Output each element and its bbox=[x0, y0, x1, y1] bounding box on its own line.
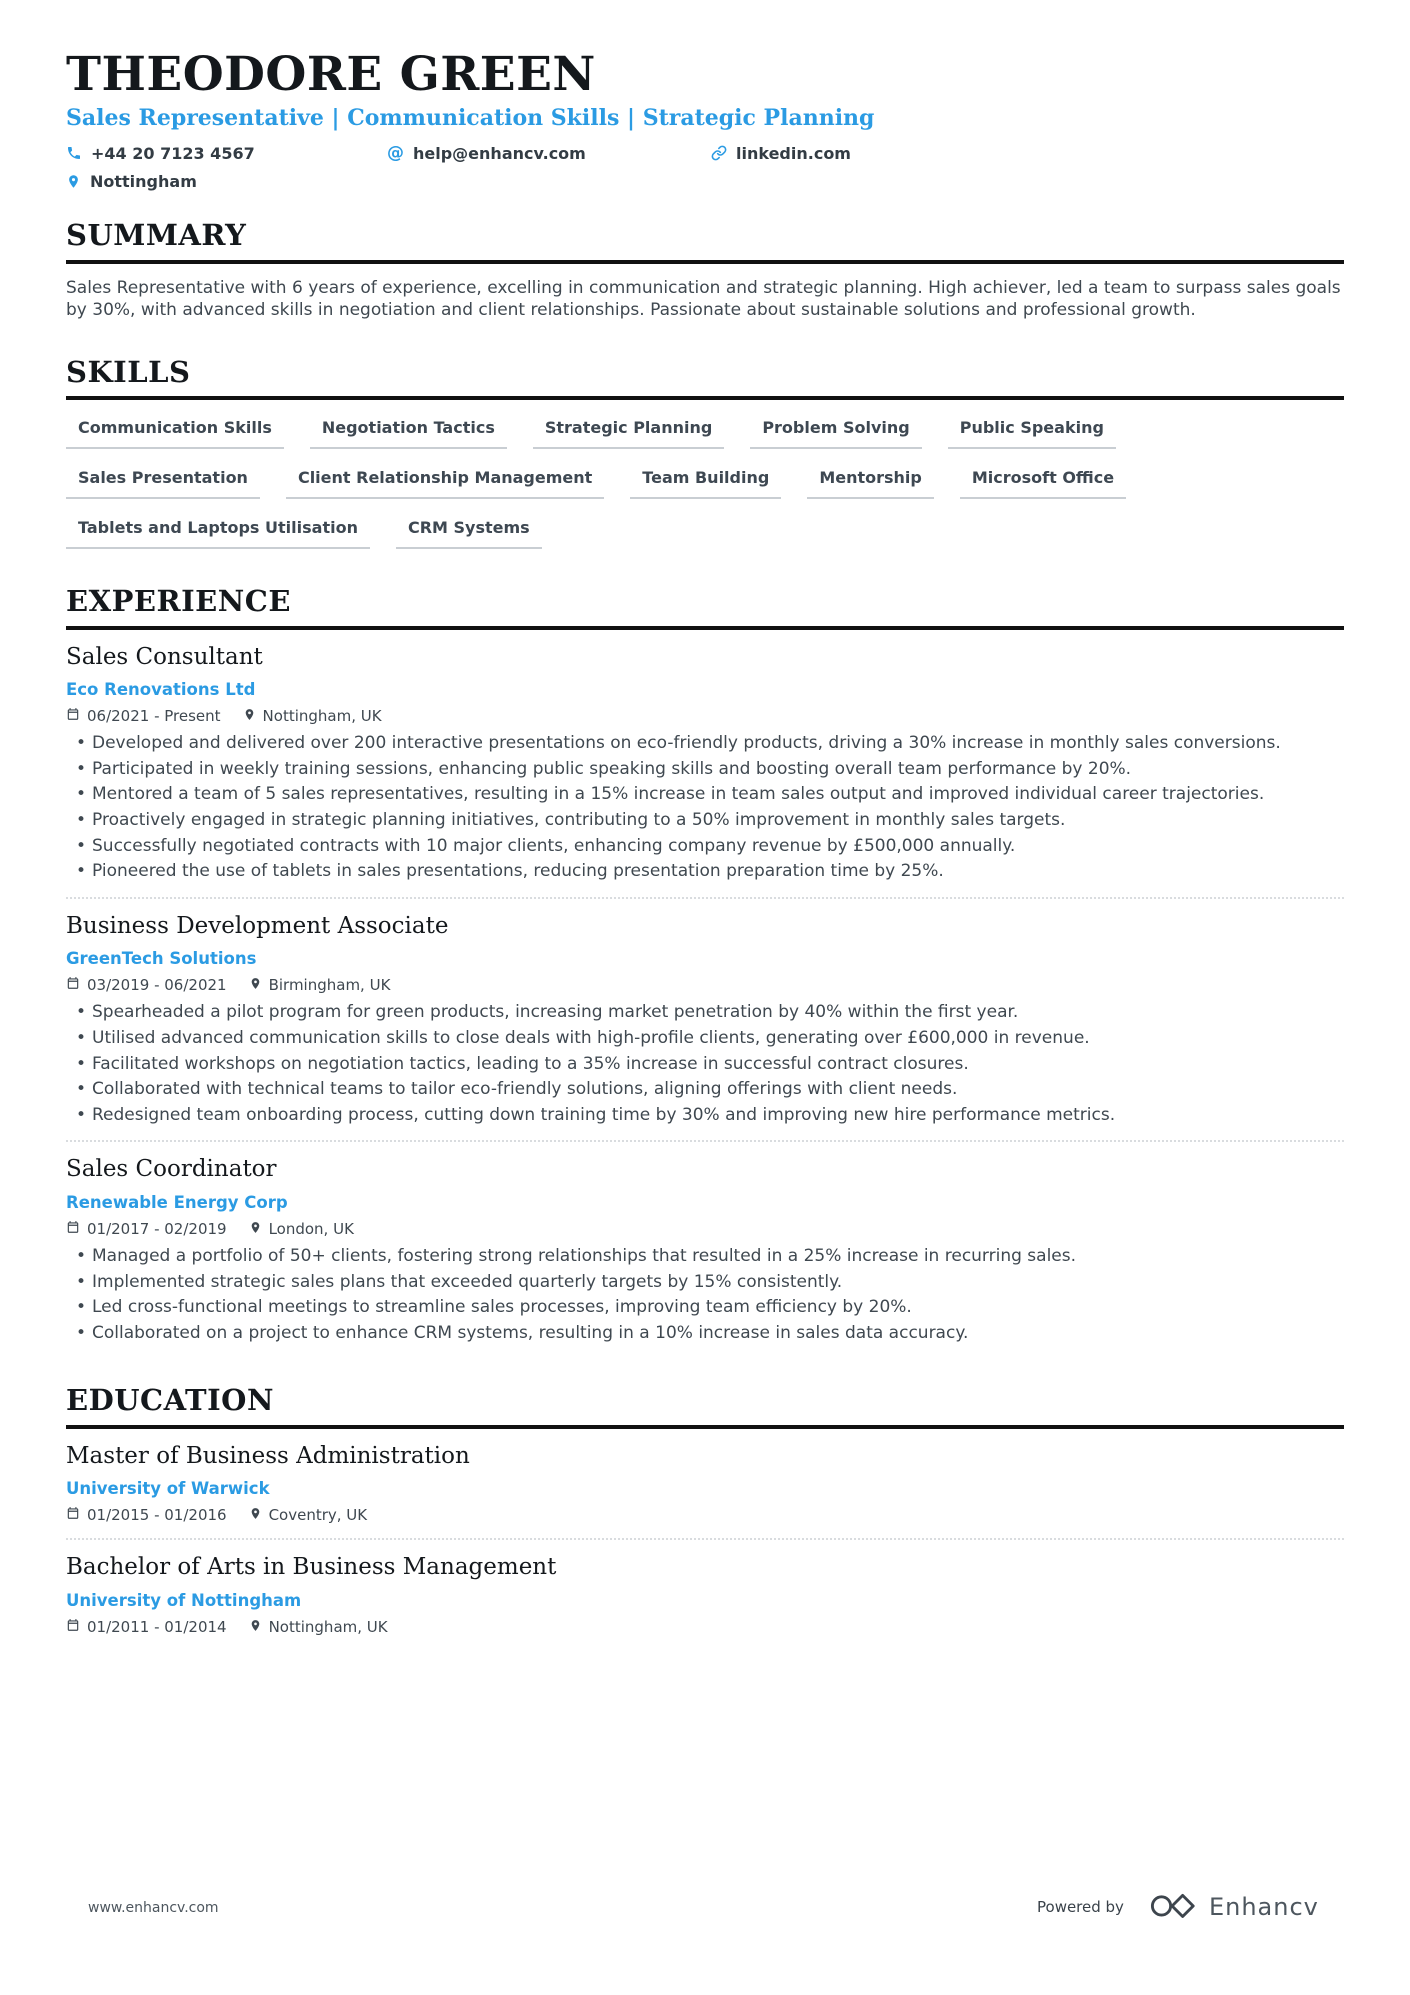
enhancv-logo-icon[interactable] bbox=[1150, 1890, 1198, 1924]
job-dates-item bbox=[66, 976, 227, 994]
bullet-item: • Collaborated on a project to enhance CRM systems, resulting in a 10% increase in sales data accuracy. bbox=[66, 1322, 1316, 1345]
job-entry bbox=[66, 913, 1344, 1127]
linkedin-text: linkedin.com bbox=[736, 143, 851, 163]
calendar-icon bbox=[66, 1618, 80, 1636]
skill-pill: Problem Solving bbox=[750, 418, 921, 449]
skill-pill: Client Relationship Management bbox=[286, 468, 604, 499]
job-location-item bbox=[243, 707, 382, 725]
contact-row bbox=[66, 143, 1344, 163]
education-entry bbox=[66, 1554, 1344, 1636]
bullet-item: • Proactively engaged in strategic planning initiatives, contributing to a 50% improvement in monthly sales targets. bbox=[66, 809, 1316, 832]
education-meta bbox=[66, 1618, 1344, 1636]
calendar-icon bbox=[66, 1506, 80, 1524]
entry-divider bbox=[66, 897, 1344, 899]
skills-row bbox=[66, 418, 1344, 449]
education-location: Nottingham, UK bbox=[268, 1617, 388, 1636]
section-education bbox=[66, 1384, 1344, 1636]
bullet-item: • Pioneered the use of tablets in sales presentations, reducing presentation preparation time by 25%. bbox=[66, 860, 1316, 883]
location-pin-icon bbox=[249, 1220, 262, 1238]
calendar-icon bbox=[66, 1220, 80, 1238]
education-dates-item bbox=[66, 1618, 227, 1636]
skills-row bbox=[66, 468, 1344, 499]
job-dates-item bbox=[66, 1220, 227, 1238]
skill-pill: Microsoft Office bbox=[960, 468, 1126, 499]
experience-heading: EXPERIENCE bbox=[66, 585, 1344, 629]
education-heading: EDUCATION bbox=[66, 1384, 1344, 1428]
education-location-item bbox=[249, 1618, 388, 1636]
job-location-item bbox=[249, 1220, 354, 1238]
job-meta bbox=[66, 1220, 1344, 1238]
location-pin-icon bbox=[66, 174, 81, 189]
job-title: Sales Consultant bbox=[66, 643, 263, 670]
link-icon bbox=[711, 145, 727, 161]
skill-pill: Negotiation Tactics bbox=[310, 418, 507, 449]
job-meta bbox=[66, 707, 1344, 725]
skill-pill: Mentorship bbox=[807, 468, 934, 499]
email-icon: @ bbox=[387, 143, 404, 164]
bullet-item: • Led cross-functional meetings to streamline sales processes, improving team efficiency by 20%. bbox=[66, 1296, 1316, 1319]
degree-title: Master of Business Administration bbox=[66, 1442, 470, 1469]
summary-text: Sales Representative with 6 years of experience, excelling in communication and strategic planning. High achiever, led a team to surpass sales goals by 30%, with advanced skills in negotiation and client relationships. Passionate about sustainable solutions and professional growth. bbox=[66, 277, 1341, 321]
school-name: University of Nottingham bbox=[66, 1590, 302, 1610]
company-name: GreenTech Solutions bbox=[66, 949, 257, 969]
tagline: Sales Representative | Communication Skills | Strategic Planning bbox=[66, 104, 875, 131]
job-entry bbox=[66, 644, 1344, 883]
job-dates-item bbox=[66, 707, 221, 725]
skill-pill: CRM Systems bbox=[396, 518, 542, 549]
bullet-item: • Successfully negotiated contracts with 10 major clients, enhancing company revenue by £500,000 annually. bbox=[66, 835, 1316, 858]
entry-divider bbox=[66, 1538, 1344, 1540]
calendar-icon bbox=[66, 707, 80, 725]
job-dates: 03/2019 - 06/2021 bbox=[87, 976, 227, 995]
job-dates: 06/2021 - Present bbox=[87, 707, 221, 726]
education-dates: 01/2015 - 01/2016 bbox=[87, 1506, 227, 1525]
summary-heading: SUMMARY bbox=[66, 219, 1344, 263]
skill-pill: Strategic Planning bbox=[533, 418, 724, 449]
job-location: London, UK bbox=[268, 1219, 354, 1238]
email-text: help@enhancv.com bbox=[413, 143, 586, 163]
phone-icon bbox=[66, 145, 82, 161]
job-meta bbox=[66, 976, 1344, 994]
degree-title: Bachelor of Arts in Business Management bbox=[66, 1554, 557, 1581]
job-location-item bbox=[249, 976, 391, 994]
bullet-item: • Utilised advanced communication skills to close deals with high-profile clients, generating over £600,000 in revenue. bbox=[66, 1027, 1316, 1050]
location-pin-icon bbox=[243, 707, 256, 725]
skill-pill: Public Speaking bbox=[948, 418, 1116, 449]
linkedin-contact[interactable] bbox=[711, 144, 851, 163]
company-name: Renewable Energy Corp bbox=[66, 1192, 288, 1212]
bullet-item: • Spearheaded a pilot program for green products, increasing market penetration by 40% within the first year. bbox=[66, 1001, 1316, 1024]
section-experience bbox=[66, 585, 1344, 1344]
candidate-name: THEODORE GREEN bbox=[66, 47, 596, 102]
skill-pill: Tablets and Laptops Utilisation bbox=[66, 518, 370, 549]
bullet-item: • Facilitated workshops on negotiation tactics, leading to a 35% increase in successful contract closures. bbox=[66, 1053, 1316, 1076]
skill-pill: Team Building bbox=[630, 468, 781, 499]
location-pin-icon bbox=[249, 1506, 262, 1524]
job-title: Sales Coordinator bbox=[66, 1156, 277, 1183]
resume-header bbox=[66, 47, 1344, 192]
brand-name[interactable]: Enhancv bbox=[1208, 1893, 1319, 1921]
entry-divider bbox=[66, 1140, 1344, 1142]
location-row bbox=[66, 172, 1344, 191]
section-skills bbox=[66, 356, 1344, 549]
skill-pill: Communication Skills bbox=[66, 418, 284, 449]
job-location: Nottingham, UK bbox=[262, 707, 382, 726]
bullet-item: • Collaborated with technical teams to tailor eco-friendly solutions, aligning offerings with client needs. bbox=[66, 1078, 1316, 1101]
phone-contact[interactable] bbox=[66, 144, 387, 163]
job-bullets bbox=[66, 732, 1316, 883]
bullet-item: • Participated in weekly training sessions, enhancing public speaking skills and boosting overall team performance by 20%. bbox=[66, 758, 1316, 781]
location-text: Nottingham bbox=[90, 172, 197, 192]
powered-by-label: Powered by bbox=[1037, 1898, 1124, 1916]
bullet-item: • Redesigned team onboarding process, cutting down training time by 30% and improving new hire performance metrics. bbox=[66, 1104, 1316, 1127]
education-location-item bbox=[249, 1506, 368, 1524]
education-location: Coventry, UK bbox=[268, 1506, 368, 1525]
bullet-item: • Managed a portfolio of 50+ clients, fostering strong relationships that resulted in a 25% increase in recurring sales. bbox=[66, 1245, 1316, 1268]
site-link[interactable]: www.enhancv.com bbox=[88, 1900, 219, 1916]
bullet-item: • Implemented strategic sales plans that exceeded quarterly targets by 15% consistently. bbox=[66, 1271, 1316, 1294]
phone-text: +44 20 7123 4567 bbox=[91, 143, 255, 163]
bullet-item: • Developed and delivered over 200 interactive presentations on eco-friendly products, driving a 30% increase in monthly sales conversions. bbox=[66, 732, 1316, 755]
skills-row bbox=[66, 518, 1344, 549]
job-entry bbox=[66, 1156, 1344, 1344]
job-title: Business Development Associate bbox=[66, 912, 449, 939]
school-name: University of Warwick bbox=[66, 1479, 270, 1499]
calendar-icon bbox=[66, 976, 80, 994]
education-entry bbox=[66, 1443, 1344, 1525]
skills-heading: SKILLS bbox=[66, 356, 1344, 400]
powered-by-footer bbox=[1037, 1890, 1319, 1924]
skill-pill: Sales Presentation bbox=[66, 468, 260, 499]
location-pin-icon bbox=[249, 976, 262, 994]
location-contact bbox=[66, 172, 197, 191]
job-dates: 01/2017 - 02/2019 bbox=[87, 1219, 227, 1238]
job-bullets bbox=[66, 1001, 1316, 1126]
education-dates-item bbox=[66, 1506, 227, 1524]
job-location: Birmingham, UK bbox=[268, 976, 391, 995]
email-contact[interactable] bbox=[387, 143, 711, 163]
education-meta bbox=[66, 1506, 1344, 1524]
company-name: Eco Renovations Ltd bbox=[66, 680, 256, 700]
location-pin-icon bbox=[249, 1618, 262, 1636]
bullet-item: • Mentored a team of 5 sales representatives, resulting in a 15% increase in team sales output and improved individual career trajectories. bbox=[66, 783, 1316, 806]
section-summary bbox=[66, 219, 1344, 322]
education-dates: 01/2011 - 01/2014 bbox=[87, 1617, 227, 1636]
job-bullets bbox=[66, 1245, 1316, 1344]
skills-list bbox=[66, 418, 1344, 549]
